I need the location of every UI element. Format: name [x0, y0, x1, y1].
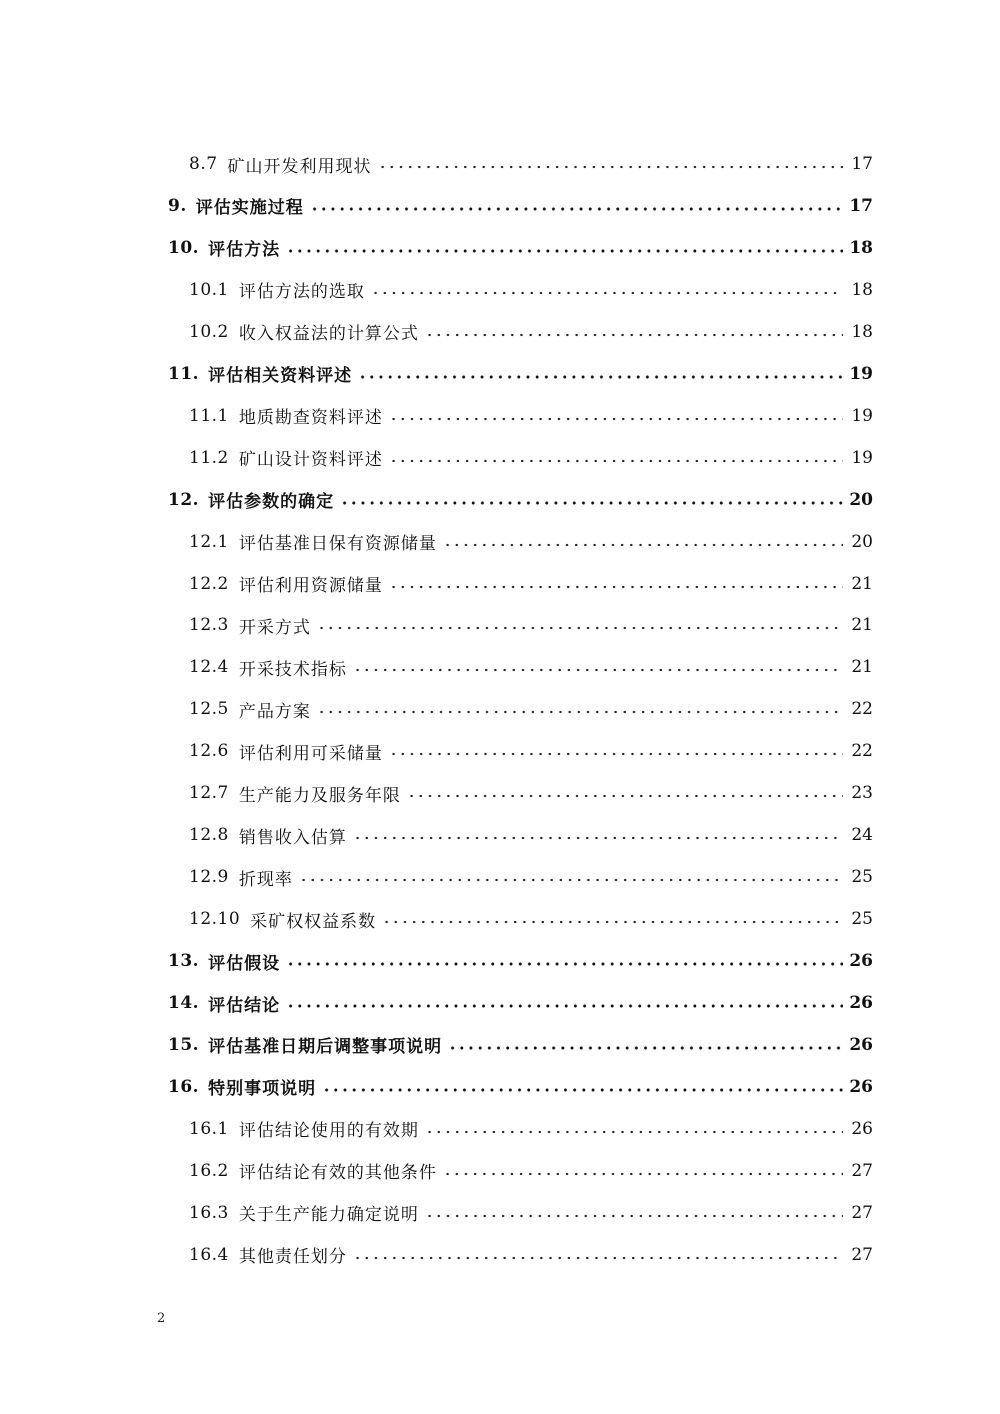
- toc-entry-page: 19: [849, 363, 873, 384]
- toc-dot-leader: [425, 1129, 843, 1135]
- toc-entry-number: 10.: [168, 237, 200, 258]
- toc-entry-title: 评估方法: [208, 240, 281, 261]
- toc-entry[interactable]: [0, 856, 1000, 898]
- toc-entry[interactable]: [0, 772, 1000, 814]
- toc-entry[interactable]: [0, 982, 1000, 1024]
- toc-entry-page: 26: [849, 1034, 873, 1055]
- toc-dot-leader: [389, 416, 843, 422]
- toc-entry[interactable]: [0, 269, 1000, 311]
- toc-entry-page: 18: [849, 237, 873, 258]
- toc-entry-page: 26: [849, 1076, 873, 1097]
- toc-entry[interactable]: [0, 1024, 1000, 1066]
- toc-dot-leader: [378, 164, 843, 170]
- toc-dot-leader: [353, 1255, 843, 1261]
- toc-entry[interactable]: [0, 1192, 1000, 1234]
- toc-entry-title: 评估实施过程: [195, 198, 304, 219]
- toc-entry[interactable]: [0, 604, 1000, 646]
- toc-entry[interactable]: [0, 898, 1000, 940]
- toc-entry-page: 26: [851, 1118, 873, 1139]
- toc-entry-page: 25: [851, 909, 873, 930]
- toc-dot-leader: [371, 290, 843, 296]
- toc-entry-number: 13.: [168, 951, 200, 972]
- toc-entry-page: 21: [851, 573, 873, 594]
- toc-dot-leader: [340, 500, 843, 506]
- toc-entry-page: 27: [851, 1202, 873, 1223]
- toc-entry-title: 采矿权权益系数: [250, 911, 377, 932]
- toc-entry-number: 12.5: [189, 699, 229, 720]
- toc-entry-number: 12.10: [189, 909, 241, 930]
- toc-entry-title: 矿山开发利用现状: [227, 156, 372, 177]
- toc-entry-number: 11.: [168, 363, 200, 384]
- toc-entry-title: 产品方案: [238, 701, 311, 722]
- toc-entry-number: 12.7: [189, 783, 229, 804]
- toc-entry[interactable]: [0, 395, 1000, 437]
- toc-entry-title: 评估相关资料评述: [208, 366, 353, 387]
- toc-entry-number: 10.1: [189, 279, 229, 300]
- toc-entry-number: 12.9: [189, 867, 229, 888]
- toc-entry-page: 22: [851, 699, 873, 720]
- toc-entry[interactable]: [0, 353, 1000, 395]
- toc-entry-page: 26: [849, 951, 873, 972]
- toc-entry-title: 生产能力及服务年限: [238, 785, 401, 806]
- toc-entry-title: 关于生产能力确定说明: [238, 1205, 419, 1226]
- toc-dot-leader: [299, 877, 843, 883]
- toc-entry-title: 评估基准日保有资源储量: [238, 534, 437, 555]
- toc-entry-page: 17: [851, 154, 873, 174]
- toc-entry-page: 24: [851, 825, 873, 846]
- toc-entry-number: 9.: [168, 195, 187, 216]
- toc-entry-number: 16.2: [189, 1160, 229, 1181]
- toc-dot-leader: [286, 1003, 843, 1009]
- page-number: 2: [157, 1311, 166, 1326]
- toc-entry-title: 评估参数的确定: [208, 492, 335, 513]
- toc-entry-title: 评估结论有效的其他条件: [238, 1163, 437, 1184]
- toc-entry-number: 16.1: [189, 1118, 229, 1139]
- toc-entry[interactable]: [0, 646, 1000, 688]
- toc-dot-leader: [358, 374, 843, 380]
- toc-entry-title: 评估结论使用的有效期: [238, 1121, 419, 1142]
- toc-entry-page: 27: [851, 1160, 873, 1181]
- toc-entry-page: 26: [849, 993, 873, 1013]
- toc-dot-leader: [317, 709, 843, 715]
- toc-entry-page: 20: [849, 489, 873, 510]
- toc-entry[interactable]: [0, 185, 1000, 227]
- toc-entry[interactable]: [0, 1150, 1000, 1192]
- toc-entry-number: 8.7: [189, 154, 218, 174]
- toc-entry-title: 折现率: [238, 869, 293, 890]
- toc-dot-leader: [353, 667, 843, 673]
- toc-dot-leader: [353, 835, 843, 841]
- toc-entry-page: 19: [851, 447, 873, 468]
- toc-entry-page: 18: [851, 321, 873, 342]
- toc-entry-title: 开采方式: [238, 617, 311, 638]
- toc-entry-number: 12.1: [189, 531, 229, 552]
- toc-entry-number: 16.: [168, 1076, 200, 1097]
- toc-entry-page: 23: [851, 783, 873, 804]
- toc-dot-leader: [425, 332, 843, 338]
- toc-entry[interactable]: [0, 1234, 1000, 1276]
- toc-entry-number: 12.3: [189, 615, 229, 636]
- toc-entry-title: 评估基准日期后调整事项说明: [208, 1037, 443, 1058]
- toc-entry-number: 12.6: [189, 741, 229, 762]
- toc-entry[interactable]: [0, 563, 1000, 605]
- toc-dot-leader: [425, 1213, 843, 1219]
- toc-entry-title: 评估结论: [208, 995, 281, 1016]
- toc-entry-number: 10.2: [189, 321, 229, 342]
- toc-entry-page: 25: [851, 867, 873, 888]
- toc-entry-number: 12.8: [189, 825, 229, 846]
- toc-entry-page: 20: [851, 531, 873, 552]
- toc-dot-leader: [389, 751, 843, 757]
- toc-entry[interactable]: [0, 1108, 1000, 1150]
- toc-dot-leader: [286, 248, 843, 254]
- toc-entry-page: 22: [851, 741, 873, 762]
- toc-dot-leader: [317, 625, 843, 631]
- toc-entry-number: 12.: [168, 489, 200, 510]
- toc-entry-title: 收入权益法的计算公式: [238, 324, 419, 345]
- toc-entry[interactable]: [0, 143, 1000, 185]
- toc-entry[interactable]: [0, 227, 1000, 269]
- toc-entry-number: 12.4: [189, 657, 229, 678]
- toc-entry-number: 12.2: [189, 573, 229, 594]
- toc-dot-leader: [310, 206, 843, 212]
- toc-entry[interactable]: [0, 479, 1000, 521]
- toc-entry-title: 矿山设计资料评述: [238, 450, 383, 471]
- toc-entry-title: 评估利用资源储量: [238, 576, 383, 596]
- toc-dot-leader: [389, 458, 843, 464]
- toc-entry-title: 评估利用可采储量: [238, 743, 383, 764]
- toc-entry-title: 地质勘查资料评述: [238, 408, 383, 429]
- toc-entry-title: 开采技术指标: [238, 659, 347, 680]
- toc-dot-leader: [286, 961, 843, 967]
- toc-dot-leader: [322, 1087, 843, 1093]
- toc-dot-leader: [407, 793, 843, 799]
- toc-entry[interactable]: [0, 1066, 1000, 1108]
- toc-dot-leader: [389, 584, 843, 590]
- toc-dot-leader: [448, 1045, 843, 1051]
- toc-entry-page: 18: [851, 279, 873, 300]
- toc-entry-page: 19: [851, 405, 873, 426]
- toc-entry-title: 评估方法的选取: [238, 282, 365, 303]
- toc-entry[interactable]: [0, 437, 1000, 479]
- toc-dot-leader: [382, 919, 843, 925]
- toc-entry-number: 14.: [168, 993, 200, 1013]
- toc-entry[interactable]: [0, 940, 1000, 982]
- toc-entry-number: 16.4: [189, 1244, 229, 1265]
- toc-entry-page: 21: [851, 657, 873, 678]
- toc-dot-leader: [443, 1171, 843, 1177]
- toc-entry-title: 其他责任划分: [238, 1247, 347, 1268]
- toc-entry-title: 销售收入估算: [238, 827, 347, 848]
- toc-dot-leader: [443, 542, 843, 548]
- toc-entry-number: 16.3: [189, 1202, 229, 1223]
- toc-entry[interactable]: [0, 730, 1000, 772]
- toc-entry-title: 评估假设: [208, 953, 281, 974]
- toc-entry-page: 27: [851, 1244, 873, 1265]
- toc-entry-page: 21: [851, 615, 873, 636]
- toc-entry-page: 17: [849, 195, 873, 216]
- toc-entry[interactable]: [0, 311, 1000, 353]
- toc-entry-number: 15.: [168, 1034, 200, 1055]
- toc-entry[interactable]: [0, 814, 1000, 856]
- toc-entry-title: 特别事项说明: [208, 1079, 317, 1100]
- toc-entry[interactable]: [0, 688, 1000, 730]
- toc-entry-number: 11.1: [189, 405, 229, 426]
- toc-entry[interactable]: [0, 521, 1000, 563]
- toc-entry-number: 11.2: [189, 447, 229, 468]
